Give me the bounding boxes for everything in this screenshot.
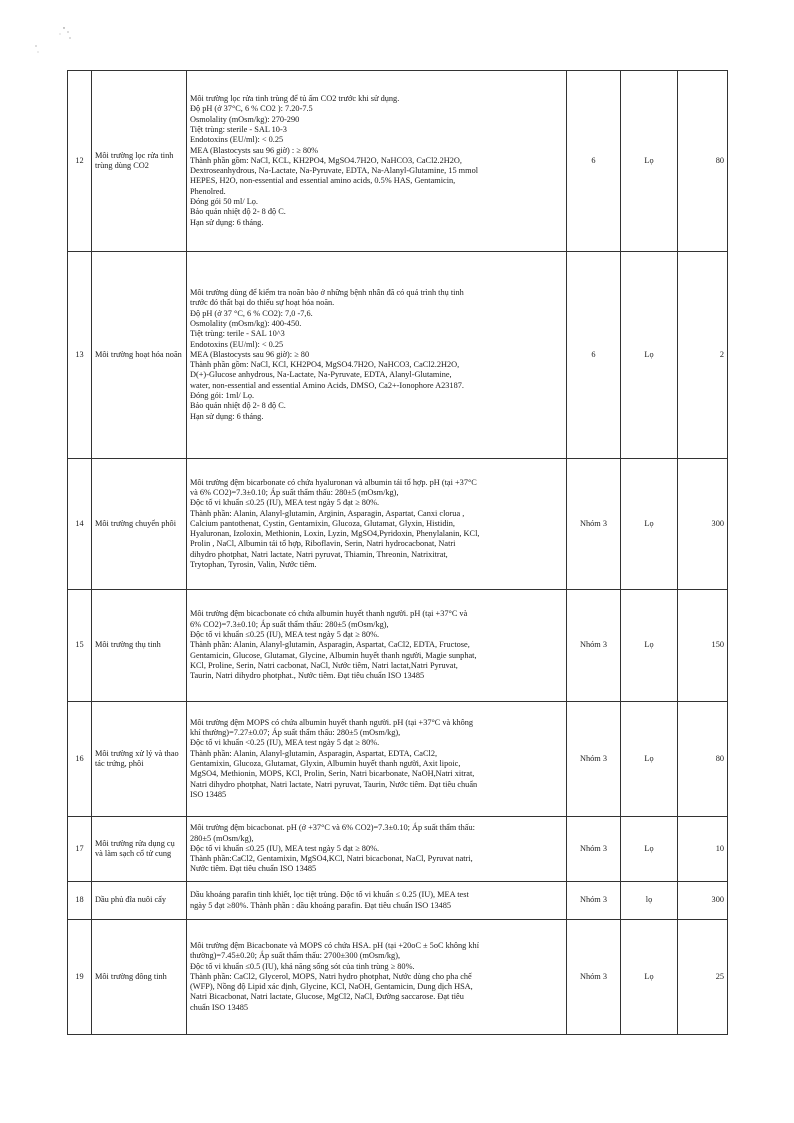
product-specification — [187, 590, 567, 702]
row-number: 13 — [68, 252, 92, 459]
product-group: 6 — [567, 71, 621, 252]
product-specification — [187, 252, 567, 459]
product-specification — [187, 459, 567, 590]
row-number: 15 — [68, 590, 92, 702]
table-row — [68, 459, 728, 590]
spec-line: thường)=7.45±0.20; Áp suất thẩm thấu: 2700±300 (mOsm/kg), — [190, 951, 401, 961]
spec-line: HEPES, H2O, non-essential and essential amino acids, 0.5% HAS, Gentamicin, — [190, 176, 456, 186]
spec-line: Thành phần: CaCl2, Glycerol, MOPS, Natri hydro photphat, Nước dùng cho pha chế — [190, 971, 472, 981]
spec-line: Taurin, Natri dihydro photphat., Nước tiêm. Đạt tiêu chuẩn ISO 13485 — [190, 671, 425, 681]
product-group: Nhóm 3 — [567, 817, 621, 882]
spec-line: Độc tố vi khuẩn ≤0.5 (IU), khả năng sống sót của tinh trùng ≥ 80%. — [190, 961, 415, 971]
spec-line: Gentamicin, Glucose, Glutamat, Glycine, Albumin huyết thanh người, Magie sunphat, — [190, 650, 477, 660]
spec-line: Đóng gói: 1ml/ Lọ. — [190, 391, 255, 401]
spec-line: Môi trường dùng để kiểm tra noãn bào ở những bệnh nhân đã có quá trình thụ tinh — [190, 288, 464, 298]
unit-of-measure: Lọ — [621, 702, 678, 817]
spec-line: Natri Bicacbonat, Natri lactate, Glucose, MgCl2, NaCl, Đường saccarose. Đạt tiêu — [190, 992, 464, 1002]
spec-line: Calcium pantothenat, Cystin, Gentamixin, Glucoza, Glutamat, Glyxin, Histidin, — [190, 518, 455, 528]
spec-line: 6% CO2)=7.3±0.10; Áp suất thẩm thấu: 280±5 (mOsm/kg), — [190, 619, 389, 629]
row-number: 17 — [68, 817, 92, 882]
spec-line: Tiệt trùng: terile - SAL 10^3 — [190, 329, 285, 339]
spec-line: Độc tố vi khuẩn ≤0.25 (IU), MEA test ngày 5 đạt ≥ 80%. — [190, 843, 380, 853]
spec-line: Prolin , NaCl, Albumin tái tổ hợp, Riboflavin, Serin, Natri hydrocacbonat, Natri — [190, 539, 456, 549]
product-specification — [187, 920, 567, 1035]
row-number: 18 — [68, 882, 92, 920]
table-row — [68, 882, 728, 920]
product-specification — [187, 702, 567, 817]
spec-line: Endotoxins (EU/ml): < 0.25 — [190, 135, 284, 145]
quantity: 2 — [678, 252, 728, 459]
spec-line: Môi trường đệm Bicacbonate và MOPS có chứa HSA. pH (tại +20oC ± 5oC không khí — [190, 940, 480, 950]
spec-line: Đóng gói 50 ml/ Lọ. — [190, 197, 258, 207]
spec-line: water, non-essential and essential Amino Acids, DMSO, Ca2+-Ionophore A23187. — [190, 380, 464, 390]
product-specification — [187, 882, 567, 920]
spec-line: Độc tố vi khuẩn ≤0.25 (IU), MEA test ngày 5 đạt ≥ 80%. — [190, 630, 380, 640]
spec-line: Gentamixin, Glucoza, Glutamat, Glyxin, Albumin huyết thanh người, Axit lipoic, — [190, 759, 461, 768]
spec-line: Phenolred. — [190, 186, 226, 196]
product-specification — [187, 71, 567, 252]
scan-artifact-marks — [28, 22, 76, 62]
quantity: 80 — [678, 71, 728, 252]
spec-line: chuẩn ISO 13485 — [190, 1002, 249, 1012]
spec-line: trước đó thất bại do thiếu sự hoạt hóa noãn. — [190, 298, 335, 308]
unit-of-measure: Lọ — [621, 920, 678, 1035]
table-row — [68, 590, 728, 702]
spec-line: Osmolality (mOsm/kg): 400-450. — [190, 318, 302, 328]
spec-line: dihydro photphat, Natri lactate, Natri pyruvat, Thiamin, Threonin, Natrixitrat, — [190, 549, 448, 559]
spec-line: Hạn sử dụng: 6 tháng. — [190, 411, 264, 421]
product-name: Dầu phủ đĩa nuôi cấy — [92, 882, 187, 920]
product-name: Môi trường hoạt hóa noãn — [92, 252, 187, 459]
unit-of-measure: Lọ — [621, 459, 678, 590]
table-row — [68, 817, 728, 882]
product-group: Nhóm 3 — [567, 920, 621, 1035]
spec-line: 280±5 (mOsm/kg), — [190, 833, 254, 843]
product-name: Môi trường rửa dụng cụ và làm sạch cổ tử cung — [92, 817, 187, 882]
product-name: Môi trường đông tinh — [92, 920, 187, 1035]
product-name: Môi trường xử lý và thao tác trứng, phôi — [92, 702, 187, 817]
spec-line: Thành phần: Alanin, Alanyl-glutamin, Asparagin, Aspartat, CaCl2, EDTA, Fructose, — [190, 640, 470, 650]
product-group: Nhóm 3 — [567, 882, 621, 920]
spec-line: Bảo quản nhiệt độ 2- 8 độ C. — [190, 207, 286, 217]
quantity: 80 — [678, 702, 728, 817]
quantity: 150 — [678, 590, 728, 702]
product-group: Nhóm 3 — [567, 702, 621, 817]
spec-line: Trytophan, Tyrosin, Valin, Nước tiêm. — [190, 560, 317, 570]
spec-table-body — [68, 71, 728, 1035]
row-number: 19 — [68, 920, 92, 1035]
spec-line: D(+)-Glucose anhydrous, Na-Lactate, Na-Pyruvate, EDTA, Alanyl-Glutamine, — [190, 370, 452, 380]
spec-line: Môi trường đệm MOPS có chứa albumin huyết thanh người. pH (tại +37°C và không — [190, 717, 474, 727]
unit-of-measure: lọ — [621, 882, 678, 920]
spec-line: Hạn sử dụng: 6 tháng. — [190, 217, 264, 227]
spec-line: Độ pH (ở 37°C, 6 % CO2 ): 7.20-7.5 — [190, 104, 313, 114]
unit-of-measure: Lọ — [621, 590, 678, 702]
table-row — [68, 71, 728, 252]
spec-line: MgSO4, Methionin, MOPS, KCl, Prolin, Serin, Natri bicarbonate, NaOH,Natri xitrat, — [190, 769, 475, 779]
product-specification — [187, 817, 567, 882]
spec-line: Natri dihydro photphat, Natri lactate, Natri pyruvat, Taurin, Nước tiêm. Đạt tiêu chuẩn — [190, 779, 478, 789]
spec-line: ngày 5 đạt ≥80%. Thành phần : dầu khoáng parafin. Đạt tiêu chuẩn ISO 13485 — [190, 900, 452, 910]
quantity: 300 — [678, 459, 728, 590]
spec-line: Bảo quản nhiệt độ 2- 8 độ C. — [190, 401, 286, 411]
spec-line: Dextroseanhydrous, Na-Lactate, Na-Pyruvate, EDTA, Na-Alanyl-Glutamine, 15 mmol — [190, 166, 479, 176]
spec-line: Môi trường đệm bicarbonate có chứa hyaluronan và albumin tái tổ hợp. pH (tại +37°C — [190, 477, 477, 487]
spec-line: MEA (Blastocysts sau 96 giờ): ≥ 80 — [190, 349, 310, 359]
spec-line: Môi trường đệm bicacbonate có chứa albumin huyết thanh người. pH (tại +37°C và — [190, 609, 468, 619]
product-group: 6 — [567, 252, 621, 459]
spec-line: Thành phần gồm: NaCl, KCl, KH2PO4, MgSO4.7H2O, NaHCO3, CaCl2.2H2O, — [190, 360, 460, 370]
spec-line: Tiệt trùng: sterile - SAL 10-3 — [190, 124, 287, 134]
product-name: Môi trường chuyển phôi — [92, 459, 187, 590]
spec-line: Thành phần: Alanin, Alanyl-glutamin, Arginin, Asparagin, Aspartat, Canxi clorua , — [190, 508, 465, 518]
spec-line: Dầu khoáng parafin tinh khiết, lọc tiệt trùng. Độc tố vi khuẩn ≤ 0.25 (IU), MEA test — [190, 890, 469, 900]
spec-line: Môi trường đệm bicacbonat. pH (ở +37°C và 6% CO2)=7.3±0.10; Áp suất thẩm thấu: — [190, 823, 475, 833]
spec-line: Osmolality (mOsm/kg): 270-290 — [190, 114, 300, 124]
unit-of-measure: Lọ — [621, 817, 678, 882]
unit-of-measure: Lọ — [621, 71, 678, 252]
spec-line: Độc tố vi khuẩn <0.25 (IU), MEA test ngày 5 đạt ≥ 80%. — [190, 738, 380, 748]
product-name: Môi trường lọc rửa tinh trùng dùng CO2 — [92, 71, 187, 252]
quantity: 300 — [678, 882, 728, 920]
spec-line: Độ pH (ở 37 °C, 6 % CO2): 7,0 -7,6. — [190, 308, 313, 318]
row-number: 14 — [68, 459, 92, 590]
table-row — [68, 252, 728, 459]
medium-spec-table — [67, 70, 728, 1035]
spec-line: Endotoxins (EU/ml): < 0.25 — [190, 339, 284, 349]
row-number: 16 — [68, 702, 92, 817]
spec-line: khí thường)=7.27±0.07; Áp suất thẩm thấu: 280±5 (mOsm/kg), — [190, 728, 401, 738]
unit-of-measure: Lọ — [621, 252, 678, 459]
table-row — [68, 702, 728, 817]
quantity: 10 — [678, 817, 728, 882]
spec-line: Thành phần: Alanin, Alanyl-glutamin, Asparagin, Aspartat, EDTA, CaCl2, — [190, 748, 438, 758]
table-row — [68, 920, 728, 1035]
spec-line: và 6% CO2)=7.3±0.10; Áp suất thẩm thấu: 280±5 (mOsm/kg), — [190, 487, 399, 497]
spec-line: Thành phần:CaCl2, Gentamixin, MgSO4,KCl, Natri bicacbonat, NaCl, Pyruvat natri, — [190, 854, 473, 864]
product-group: Nhóm 3 — [567, 459, 621, 590]
product-name: Môi trường thụ tinh — [92, 590, 187, 702]
row-number: 12 — [68, 71, 92, 252]
spec-line: Môi trường lọc rửa tinh trùng để tủ ấm CO2 trước khi sử dụng. — [190, 94, 400, 104]
spec-line: Nước tiêm. Đạt tiêu chuẩn ISO 13485 — [190, 864, 317, 874]
spec-line: MEA (Blastocysts sau 96 giờ) : ≥ 80% — [190, 145, 319, 155]
spec-line: Độc tố vi khuẩn ≤0.25 (IU), MEA test ngày 5 đạt ≥ 80%. — [190, 498, 380, 508]
spec-line: Hyaluronan, Izoloxin, Methionin, Loxin, Lyzin, MgSO4,Pyridoxin, Phenylalanin, KCl, — [190, 529, 480, 539]
spec-line: (WFP), Nồng độ Lipid xác định, Glycine, KCl, NaOH, Gentamicin, Dung dịch HSA, — [190, 982, 473, 992]
spec-line: KCl, Proline, Serin, Natri cacbonat, NaCl, Nước tiêm, Natri lactat,Natri Pyruvat, — [190, 660, 458, 670]
spec-line: ISO 13485 — [190, 789, 227, 799]
spec-line: Thành phần gồm: NaCl, KCL, KH2PO4, MgSO4.7H2O, NaHCO3, CaCl2.2H2O, — [190, 155, 462, 165]
product-group: Nhóm 3 — [567, 590, 621, 702]
quantity: 25 — [678, 920, 728, 1035]
